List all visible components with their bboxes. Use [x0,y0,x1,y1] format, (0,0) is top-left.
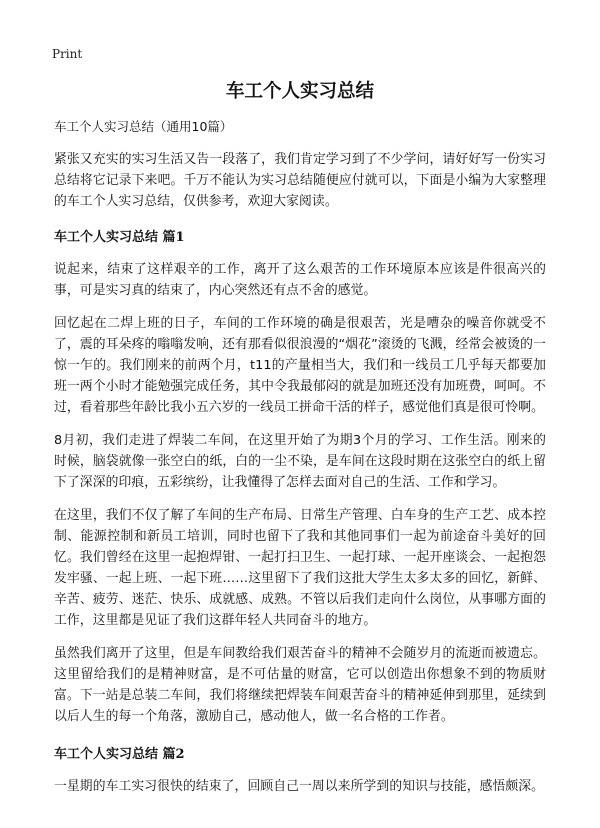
section-heading-1: 车工个人实习总结 篇1 [54,230,185,245]
intro-paragraph: 紧张又充实的实习生活又告一段落了，我们肯定学习到了不少学问，请好好写一份实习总结将它记录下来吧。千万不能认为实习总结随便应付就可以，下面是小编为大家整理的车工个人实习总结，仅供参考，欢迎大家阅读。 [54,152,546,209]
section-1-paragraph-4: 在这里，我们不仅了解了车间的生产布局、日常生产管理、白车身的生产工艺、成本控制、能源控制和新员工培训，同时也留下了我和其他同事们一起为前途奋斗美好的回忆。我们曾经在这里一起抱焊钳、一起打扫卫生、一起打球、一起开座谈会、一起抱怨发牢骚、一起上班、一起下班……这里留下了我们这批大学生太多太多的回忆，新鲜、辛苦、疲劳、迷茫、快乐、成就感、成熟。不管以后我们走向什么岗位，从事哪方面的工作，这里都是见证了我们这群年轻人共同奋斗的地方。 [54,508,546,628]
section-1-paragraph-2: 回忆起在二焊上班的日子，车间的工作环境的确是很艰苦，光是嘈杂的噪音你就受不了，震的耳朵疼的嗡嗡发响，还有那看似很浪漫的“烟花”滚烫的飞溅，经常会被烫的一惊一乍的。我们刚来的前两个月，t11的产量相当大，我们和一线员工几乎每天都要加班一两个小时才能勉强完成任务，其中令我最郁闷的就是加班还没有加班费，呵呵。不过，看着那些年龄比我小五六岁的一线员工拼命干活的样子，感觉他们真是很可怜啊。 [54,316,546,415]
section-1-paragraph-1: 说起来，结束了这样艰辛的工作，离开了这么艰苦的工作环境原本应该是件很高兴的事，可是实习真的结束了，内心突然还有点不舍的感觉。 [54,262,546,298]
page-title: 车工个人实习总结 [225,81,374,102]
document-subtitle: 车工个人实习总结（通用10篇） [54,119,233,134]
section-heading-2: 车工个人实习总结 篇2 [54,747,185,762]
section-1-paragraph-5: 虽然我们离开了这里，但是车间教给我们艰苦奋斗的精神不会随岁月的流逝而被遗忘。这里留给我们的是精神财富，是不可估量的财富，它可以创造出你想象不到的物质财富。下一站是总装二车间，我们将继续把焊装车间艰苦奋斗的精神延伸到那里，延续到以后人生的每一个角落，激励自己，感动他人，做一名合格的工作者。 [54,646,546,724]
section-1-paragraph-3: 8月初，我们走进了焊装二车间，在这里开始了为期3个月的学习、工作生活。刚来的时候，脑袋就像一张空白的纸，白的一尘不染，是车间在这段时期在这张空白的纸上留下了深深的印痕，五彩缤纷，让我懂得了怎样去面对自己的生活、工作和学习。 [54,433,546,490]
section-2-paragraph-1: 一星期的车工实习很快的结束了，回顾自己一周以来所学到的知识与技能，感悟颇深。 [54,779,545,794]
print-link[interactable]: Print [52,47,83,61]
